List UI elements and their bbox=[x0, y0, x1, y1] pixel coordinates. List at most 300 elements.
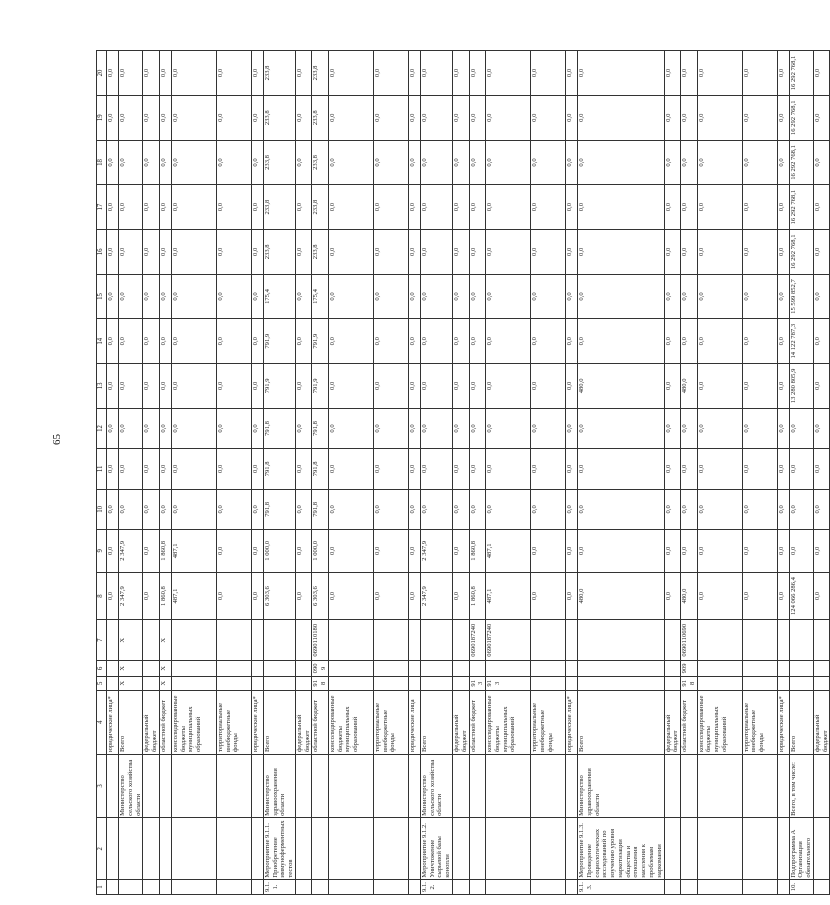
value-cell: 0,0 bbox=[742, 51, 777, 96]
value-cell: 0,0 bbox=[486, 449, 531, 489]
value-cell: 0,0 bbox=[216, 274, 251, 319]
cell-c6 bbox=[531, 660, 566, 676]
value-cell: 0,0 bbox=[777, 572, 789, 620]
value-cell: 233,8 bbox=[312, 229, 329, 274]
value-cell: 1 860,8 bbox=[469, 572, 486, 620]
value-cell: 1 000,0 bbox=[263, 530, 295, 573]
cell-c4: областной бюджет bbox=[312, 690, 329, 754]
value-cell: 0,0 bbox=[469, 319, 486, 364]
cell-c3: Министерство сельского хозяйства области bbox=[420, 754, 452, 818]
value-cell: 0,0 bbox=[216, 140, 251, 185]
value-cell: 0,0 bbox=[119, 319, 143, 364]
cell-c6 bbox=[789, 660, 813, 676]
value-cell: 0,0 bbox=[813, 408, 830, 448]
value-cell: 0,0 bbox=[420, 229, 452, 274]
cell-c7 bbox=[777, 620, 789, 660]
value-cell: 0,0 bbox=[531, 449, 566, 489]
cell-c1 bbox=[469, 880, 486, 895]
value-cell: 0,0 bbox=[251, 229, 263, 274]
value-cell: 791,8 bbox=[312, 489, 329, 529]
value-cell: 16 292 768,1 bbox=[789, 51, 813, 96]
value-cell: 0,0 bbox=[742, 449, 777, 489]
table-row bbox=[251, 51, 263, 895]
column-number-4: 4 bbox=[97, 690, 107, 754]
value-cell: 0,0 bbox=[159, 274, 171, 319]
value-cell: 0,0 bbox=[119, 140, 143, 185]
value-cell: 0,0 bbox=[159, 229, 171, 274]
value-cell: 0,0 bbox=[777, 364, 789, 409]
value-cell: 0,0 bbox=[159, 140, 171, 185]
value-cell: 480,0 bbox=[578, 364, 664, 409]
cell-c6 bbox=[453, 660, 470, 676]
table-row bbox=[373, 51, 408, 895]
value-cell: 16 292 768,1 bbox=[789, 229, 813, 274]
value-cell: 0,0 bbox=[697, 140, 742, 185]
cell-c5 bbox=[578, 676, 664, 690]
cell-c6 bbox=[328, 660, 373, 676]
value-cell: 0,0 bbox=[143, 572, 160, 620]
value-cell: 0,0 bbox=[578, 140, 664, 185]
value-cell: 0,0 bbox=[681, 449, 698, 489]
value-cell: 0,0 bbox=[453, 229, 470, 274]
value-cell: 0,0 bbox=[295, 449, 312, 489]
cell-c7 bbox=[566, 620, 578, 660]
value-cell: 0,0 bbox=[486, 185, 531, 230]
cell-c2 bbox=[813, 818, 830, 880]
value-cell: 0,0 bbox=[681, 95, 698, 140]
value-cell: 0,0 bbox=[664, 95, 681, 140]
value-cell: 0,0 bbox=[813, 572, 830, 620]
value-cell: 0,0 bbox=[159, 364, 171, 409]
value-cell: 0,0 bbox=[486, 51, 531, 96]
value-cell: 0,0 bbox=[566, 185, 578, 230]
cell-c5 bbox=[697, 676, 742, 690]
cell-c2 bbox=[566, 818, 578, 880]
value-cell: 0,0 bbox=[295, 95, 312, 140]
value-cell: 0,0 bbox=[469, 185, 486, 230]
value-cell: 0,0 bbox=[107, 95, 119, 140]
value-cell: 0,0 bbox=[143, 364, 160, 409]
value-cell: 16 292 768,1 bbox=[789, 95, 813, 140]
cell-c6: Х bbox=[119, 660, 143, 676]
value-cell: 0,0 bbox=[531, 274, 566, 319]
value-cell: 0,0 bbox=[681, 185, 698, 230]
value-cell: 0,0 bbox=[159, 489, 171, 529]
value-cell: 233,8 bbox=[312, 51, 329, 96]
cell-c3 bbox=[159, 754, 171, 818]
cell-c1 bbox=[328, 880, 373, 895]
value-cell: 0,0 bbox=[486, 364, 531, 409]
cell-c5 bbox=[453, 676, 470, 690]
value-cell: 0,0 bbox=[295, 51, 312, 96]
value-cell: 0,0 bbox=[578, 530, 664, 573]
value-cell: 0,0 bbox=[664, 51, 681, 96]
cell-c3 bbox=[531, 754, 566, 818]
value-cell: 0,0 bbox=[107, 319, 119, 364]
value-cell: 0,0 bbox=[664, 530, 681, 573]
value-cell: 0,0 bbox=[143, 185, 160, 230]
value-cell: 0,0 bbox=[789, 449, 813, 489]
value-cell: 0,0 bbox=[697, 319, 742, 364]
value-cell: 0,0 bbox=[813, 185, 830, 230]
value-cell: 0,0 bbox=[107, 489, 119, 529]
column-number-18: 18 bbox=[97, 140, 107, 185]
cell-c2: Мероприятие 9.1.1. Приобретение иммуноферментных тестов bbox=[263, 818, 295, 880]
value-cell: 0,0 bbox=[373, 95, 408, 140]
value-cell: 0,0 bbox=[159, 408, 171, 448]
value-cell: 0,0 bbox=[373, 489, 408, 529]
cell-c5 bbox=[566, 676, 578, 690]
cell-c7: 0690187240 bbox=[469, 620, 486, 660]
value-cell: 0,0 bbox=[216, 319, 251, 364]
value-cell: 0,0 bbox=[251, 489, 263, 529]
value-cell: 0,0 bbox=[453, 274, 470, 319]
value-cell: 0,0 bbox=[171, 95, 216, 140]
table-row bbox=[263, 51, 295, 895]
column-number-7: 7 bbox=[97, 620, 107, 660]
cell-c2 bbox=[453, 818, 470, 880]
value-cell: 0,0 bbox=[453, 449, 470, 489]
cell-c2: Мероприятие 9.1.3. Проведение социологических исследований по изучению уровня наркотизации общества и отношения населения к проблемам наркомании bbox=[578, 818, 664, 880]
cell-c4: Всего bbox=[578, 690, 664, 754]
cell-c4: консолидированные бюджеты муниципальных образований bbox=[697, 690, 742, 754]
value-cell: 0,0 bbox=[469, 489, 486, 529]
value-cell: 2 347,9 bbox=[119, 572, 143, 620]
value-cell: 0,0 bbox=[295, 140, 312, 185]
value-cell: 16 292 768,1 bbox=[789, 140, 813, 185]
cell-c4: территориальные внебюджетные фонды bbox=[531, 690, 566, 754]
value-cell: 0,0 bbox=[107, 449, 119, 489]
cell-c4: территориальные внебюджетные фонды bbox=[742, 690, 777, 754]
value-cell: 0,0 bbox=[453, 489, 470, 529]
value-cell: 0,0 bbox=[216, 185, 251, 230]
value-cell: 0,0 bbox=[681, 274, 698, 319]
document-table-rotated bbox=[96, 50, 829, 895]
cell-c3 bbox=[777, 754, 789, 818]
cell-c4: областной бюджет bbox=[681, 690, 698, 754]
value-cell: 0,0 bbox=[742, 408, 777, 448]
value-cell: 0,0 bbox=[777, 530, 789, 573]
value-cell: 0,0 bbox=[566, 95, 578, 140]
cell-c7 bbox=[453, 620, 470, 660]
value-cell: 0,0 bbox=[119, 185, 143, 230]
cell-c3 bbox=[312, 754, 329, 818]
cell-c6 bbox=[697, 660, 742, 676]
cell-c7 bbox=[295, 620, 312, 660]
cell-c5 bbox=[216, 676, 251, 690]
value-cell: 0,0 bbox=[408, 364, 420, 409]
value-cell: 0,0 bbox=[251, 274, 263, 319]
value-cell: 0,0 bbox=[469, 274, 486, 319]
cell-c1 bbox=[107, 880, 119, 895]
cell-c6 bbox=[469, 660, 486, 676]
value-cell: 791,9 bbox=[263, 364, 295, 409]
cell-c6 bbox=[295, 660, 312, 676]
value-cell: 0,0 bbox=[742, 364, 777, 409]
value-cell: 0,0 bbox=[742, 572, 777, 620]
value-cell: 0,0 bbox=[420, 51, 452, 96]
value-cell: 0,0 bbox=[328, 489, 373, 529]
column-number-5: 5 bbox=[97, 676, 107, 690]
value-cell: 0,0 bbox=[742, 530, 777, 573]
value-cell: 0,0 bbox=[469, 95, 486, 140]
cell-c2 bbox=[408, 818, 420, 880]
table-row bbox=[578, 51, 664, 895]
table-row bbox=[531, 51, 566, 895]
value-cell: 0,0 bbox=[531, 319, 566, 364]
cell-c6 bbox=[777, 660, 789, 676]
table-row bbox=[159, 51, 171, 895]
table-row bbox=[566, 51, 578, 895]
value-cell: 0,0 bbox=[681, 140, 698, 185]
value-cell: 0,0 bbox=[486, 274, 531, 319]
value-cell: 0,0 bbox=[408, 95, 420, 140]
value-cell: 0,0 bbox=[566, 319, 578, 364]
value-cell: 0,0 bbox=[408, 449, 420, 489]
value-cell: 0,0 bbox=[119, 229, 143, 274]
table-row bbox=[453, 51, 470, 895]
value-cell: 0,0 bbox=[171, 185, 216, 230]
value-cell: 0,0 bbox=[578, 229, 664, 274]
cell-c3 bbox=[742, 754, 777, 818]
value-cell: 0,0 bbox=[171, 140, 216, 185]
value-cell: 0,0 bbox=[328, 185, 373, 230]
value-cell: 0,0 bbox=[171, 489, 216, 529]
value-cell: 0,0 bbox=[813, 229, 830, 274]
cell-c5: 918 bbox=[312, 676, 329, 690]
value-cell: 233,8 bbox=[263, 95, 295, 140]
value-cell: 0,0 bbox=[486, 229, 531, 274]
value-cell: 0,0 bbox=[486, 408, 531, 448]
value-cell: 0,0 bbox=[566, 274, 578, 319]
value-cell: 0,0 bbox=[697, 449, 742, 489]
cell-c4: консолидированные бюджеты муниципальных образований bbox=[171, 690, 216, 754]
value-cell: 0,0 bbox=[681, 229, 698, 274]
cell-c3 bbox=[373, 754, 408, 818]
value-cell: 0,0 bbox=[777, 489, 789, 529]
value-cell: 0,0 bbox=[373, 364, 408, 409]
value-cell: 0,0 bbox=[328, 140, 373, 185]
value-cell: 233,8 bbox=[263, 140, 295, 185]
cell-c5 bbox=[328, 676, 373, 690]
cell-c1 bbox=[777, 880, 789, 895]
cell-c3 bbox=[295, 754, 312, 818]
cell-c4: Всего bbox=[119, 690, 143, 754]
cell-c1 bbox=[251, 880, 263, 895]
value-cell: 0,0 bbox=[328, 274, 373, 319]
column-number-6: 6 bbox=[97, 660, 107, 676]
cell-c6 bbox=[171, 660, 216, 676]
value-cell: 0,0 bbox=[531, 489, 566, 529]
cell-c2 bbox=[143, 818, 160, 880]
value-cell: 0,0 bbox=[328, 229, 373, 274]
value-cell: 0,0 bbox=[408, 319, 420, 364]
cell-c2 bbox=[312, 818, 329, 880]
value-cell: 0,0 bbox=[408, 489, 420, 529]
value-cell: 0,0 bbox=[486, 140, 531, 185]
value-cell: 0,0 bbox=[742, 140, 777, 185]
value-cell: 13 280 805,9 bbox=[789, 364, 813, 409]
cell-c3 bbox=[486, 754, 531, 818]
value-cell: 0,0 bbox=[107, 274, 119, 319]
value-cell: 2 347,9 bbox=[420, 530, 452, 573]
cell-c2 bbox=[159, 818, 171, 880]
cell-c2 bbox=[742, 818, 777, 880]
cell-c6 bbox=[373, 660, 408, 676]
value-cell: 0,0 bbox=[143, 319, 160, 364]
value-cell: 0,0 bbox=[531, 530, 566, 573]
cell-c3 bbox=[469, 754, 486, 818]
table-row bbox=[697, 51, 742, 895]
column-number-16: 16 bbox=[97, 229, 107, 274]
cell-c4: юридические лица bbox=[408, 690, 420, 754]
value-cell: 0,0 bbox=[664, 229, 681, 274]
value-cell: 2 347,9 bbox=[420, 572, 452, 620]
cell-c7 bbox=[143, 620, 160, 660]
value-cell: 0,0 bbox=[813, 274, 830, 319]
value-cell: 0,0 bbox=[578, 95, 664, 140]
table-body bbox=[97, 51, 830, 895]
value-cell: 0,0 bbox=[777, 51, 789, 96]
value-cell: 0,0 bbox=[664, 140, 681, 185]
value-cell: 0,0 bbox=[469, 51, 486, 96]
value-cell: 0,0 bbox=[295, 408, 312, 448]
cell-c6 bbox=[742, 660, 777, 676]
cell-c6: Х bbox=[159, 660, 171, 676]
value-cell: 0,0 bbox=[681, 530, 698, 573]
cell-c4: территориальные внебюджетные фонды bbox=[216, 690, 251, 754]
value-cell: 0,0 bbox=[373, 408, 408, 448]
cell-c3 bbox=[453, 754, 470, 818]
value-cell: 0,0 bbox=[566, 449, 578, 489]
value-cell: 0,0 bbox=[566, 229, 578, 274]
cell-c6 bbox=[263, 660, 295, 676]
cell-c2 bbox=[664, 818, 681, 880]
value-cell: 0,0 bbox=[777, 185, 789, 230]
cell-c2 bbox=[251, 818, 263, 880]
cell-c2 bbox=[681, 818, 698, 880]
value-cell: 487,1 bbox=[486, 572, 531, 620]
value-cell: 0,0 bbox=[216, 489, 251, 529]
cell-c5 bbox=[664, 676, 681, 690]
value-cell: 0,0 bbox=[453, 319, 470, 364]
value-cell: 233,8 bbox=[263, 185, 295, 230]
cell-c6 bbox=[251, 660, 263, 676]
value-cell: 233,8 bbox=[263, 229, 295, 274]
cell-c5: 918 bbox=[681, 676, 698, 690]
cell-c7 bbox=[373, 620, 408, 660]
financing-table bbox=[96, 50, 830, 895]
value-cell: 0,0 bbox=[578, 319, 664, 364]
cell-c2 bbox=[119, 818, 143, 880]
value-cell: 0,0 bbox=[216, 572, 251, 620]
cell-c1 bbox=[216, 880, 251, 895]
value-cell: 0,0 bbox=[777, 95, 789, 140]
cell-c3 bbox=[328, 754, 373, 818]
cell-c3 bbox=[408, 754, 420, 818]
value-cell: 0,0 bbox=[408, 185, 420, 230]
value-cell: 0,0 bbox=[697, 229, 742, 274]
cell-c7 bbox=[813, 620, 830, 660]
value-cell: 0,0 bbox=[143, 449, 160, 489]
value-cell: 0,0 bbox=[453, 51, 470, 96]
value-cell: 0,0 bbox=[107, 140, 119, 185]
value-cell: 0,0 bbox=[107, 51, 119, 96]
value-cell: 0,0 bbox=[777, 449, 789, 489]
value-cell: 0,0 bbox=[328, 449, 373, 489]
value-cell: 0,0 bbox=[777, 408, 789, 448]
value-cell: 0,0 bbox=[789, 489, 813, 529]
cell-c1: 9.1.1. bbox=[263, 880, 295, 895]
value-cell: 0,0 bbox=[813, 319, 830, 364]
table-row bbox=[408, 51, 420, 895]
value-cell: 0,0 bbox=[531, 95, 566, 140]
value-cell: 0,0 bbox=[697, 530, 742, 573]
table-row bbox=[312, 51, 329, 895]
value-cell: 0,0 bbox=[664, 185, 681, 230]
cell-c3: Всего, в том числе: bbox=[789, 754, 813, 818]
cell-c7: Х bbox=[119, 620, 143, 660]
cell-c7 bbox=[664, 620, 681, 660]
value-cell: 0,0 bbox=[107, 572, 119, 620]
value-cell: 0,0 bbox=[664, 274, 681, 319]
value-cell: 0,0 bbox=[143, 530, 160, 573]
value-cell: 0,0 bbox=[453, 530, 470, 573]
value-cell: 0,0 bbox=[697, 572, 742, 620]
value-cell: 0,0 bbox=[159, 185, 171, 230]
cell-c5 bbox=[373, 676, 408, 690]
value-cell: 0,0 bbox=[373, 274, 408, 319]
value-cell: 0,0 bbox=[171, 274, 216, 319]
cell-c7 bbox=[531, 620, 566, 660]
value-cell: 0,0 bbox=[566, 51, 578, 96]
value-cell: 0,0 bbox=[159, 51, 171, 96]
value-cell: 0,0 bbox=[408, 229, 420, 274]
value-cell: 0,0 bbox=[531, 364, 566, 409]
cell-c7: Х bbox=[159, 620, 171, 660]
cell-c6 bbox=[664, 660, 681, 676]
value-cell: 0,0 bbox=[742, 489, 777, 529]
cell-c5 bbox=[295, 676, 312, 690]
value-cell: 0,0 bbox=[143, 229, 160, 274]
value-cell: 0,0 bbox=[469, 140, 486, 185]
value-cell: 791,9 bbox=[312, 319, 329, 364]
cell-c3 bbox=[566, 754, 578, 818]
value-cell: 0,0 bbox=[251, 95, 263, 140]
page-number: 65 bbox=[51, 434, 63, 445]
column-number-2: 2 bbox=[97, 818, 107, 880]
cell-c2 bbox=[469, 818, 486, 880]
cell-c1 bbox=[697, 880, 742, 895]
value-cell: 0,0 bbox=[373, 51, 408, 96]
cell-c6 bbox=[408, 660, 420, 676]
table-row bbox=[777, 51, 789, 895]
cell-c3 bbox=[107, 754, 119, 818]
cell-c5 bbox=[789, 676, 813, 690]
cell-c4: Всего bbox=[420, 690, 452, 754]
cell-c1 bbox=[453, 880, 470, 895]
value-cell: 0,0 bbox=[813, 530, 830, 573]
value-cell: 0,0 bbox=[216, 408, 251, 448]
value-cell: 0,0 bbox=[251, 408, 263, 448]
value-cell: 0,0 bbox=[143, 408, 160, 448]
cell-c2 bbox=[777, 818, 789, 880]
cell-c5 bbox=[263, 676, 295, 690]
value-cell: 0,0 bbox=[742, 229, 777, 274]
value-cell: 0,0 bbox=[531, 51, 566, 96]
value-cell: 0,0 bbox=[742, 274, 777, 319]
value-cell: 0,0 bbox=[813, 489, 830, 529]
